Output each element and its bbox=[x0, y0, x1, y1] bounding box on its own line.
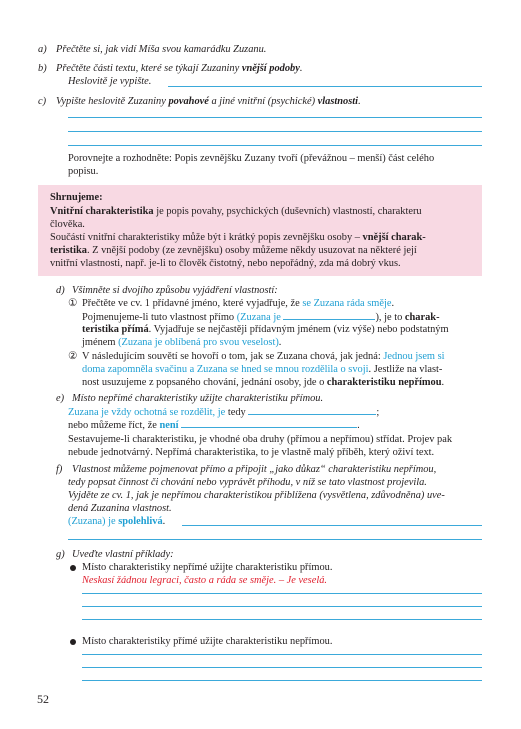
task-d-heading: Všimněte si dvojího způsobu vyjádření vlastností: bbox=[72, 285, 278, 296]
summary-text: Součástí vnitřní charakteristiky může být i krátký popis zevnějšku osoby – bbox=[50, 232, 363, 243]
task-e-letter: e) bbox=[56, 393, 65, 404]
point-text: . bbox=[391, 298, 395, 309]
point-2-line-2 bbox=[82, 363, 442, 376]
task-g-bullet-1: Místo charakteristiky nepřímé užijte charakteristiku přímou. bbox=[82, 562, 333, 573]
task-g-example: Neskasí žádnou legraci, často a ráda se směje. – Je veselá. bbox=[82, 575, 327, 586]
task-b-line2: Heslovitě je vypište. bbox=[68, 76, 152, 87]
fill-in-blank[interactable] bbox=[283, 310, 375, 320]
task-f-line-2: tedy popsat činnost či chování nebo vyprávět příhodu, v níž se tato vlastnost projevila. bbox=[68, 477, 427, 488]
point-1-line-1 bbox=[82, 297, 394, 310]
example-keyword: spolehlivá bbox=[118, 516, 163, 527]
point-1-line-3 bbox=[82, 323, 449, 336]
task-c-compare-1: Porovnejte a rozhodněte: Popis zevnějšku Zuzany tvoří (převážnou – menší) část celého bbox=[68, 153, 435, 164]
task-a-text: Přečtěte si, jak vidí Míša svou kamarádku Zuzanu. bbox=[56, 44, 267, 55]
answer-line[interactable] bbox=[82, 667, 482, 668]
summary-line-3 bbox=[50, 231, 426, 244]
task-c-period: . bbox=[358, 96, 361, 107]
example-text: (Zuzana) je bbox=[68, 516, 119, 527]
task-c-text-mid: a jiné vnitřní (psychické) bbox=[208, 96, 318, 107]
task-c-text: Vypište heslovitě Zuzaniny bbox=[56, 96, 169, 107]
summary-term: teristika bbox=[50, 245, 87, 256]
task-g-letter: g) bbox=[56, 549, 65, 560]
task-f-line-4: dená Zuzanina vlastnost. bbox=[68, 503, 172, 514]
example-text: není bbox=[159, 420, 179, 431]
answer-line[interactable] bbox=[82, 619, 482, 620]
point-text: jménem bbox=[82, 337, 119, 348]
task-a-letter: a) bbox=[38, 44, 47, 55]
point-text: tedy bbox=[225, 407, 246, 418]
task-e-line-1 bbox=[68, 405, 379, 419]
example-text: Jednou jsem si bbox=[383, 351, 445, 362]
answer-line[interactable] bbox=[82, 606, 482, 607]
summary-term: Vnitřní charakteristika bbox=[50, 206, 154, 217]
fill-in-blank[interactable] bbox=[248, 405, 376, 415]
task-b-letter: b) bbox=[38, 63, 47, 74]
task-f-line-5 bbox=[68, 515, 165, 528]
summary-text: je popis povahy, psychických (duševních) vlastností, charakteru bbox=[153, 206, 422, 217]
task-e-line-2 bbox=[68, 418, 360, 432]
task-f-letter: f) bbox=[56, 464, 63, 475]
answer-line[interactable] bbox=[68, 131, 482, 132]
summary-line-5: vnitřní vlastnosti, např. je-li to člověk čistotný, nebo nepořádný, zda má dobrý vkus. bbox=[50, 258, 401, 269]
point-text: Přečtěte ve cv. 1 přídavné jméno, které vyjadřuje, že bbox=[82, 298, 303, 309]
task-b-period: . bbox=[299, 63, 303, 74]
example-text: Zuzana je vždy ochotná se rozdělit, je bbox=[68, 407, 226, 418]
term-bold: charakteristiku nepřímou bbox=[326, 377, 442, 388]
summary-text: . Z vnější podoby (ze zevnějšku) osoby můžeme někdy usuzovat na některé její bbox=[86, 245, 417, 256]
task-e-line-3: Sestavujeme-li charakteristiku, je vhodné oba druhy (přímou a nepřímou) střídat. Projev pak bbox=[68, 434, 453, 445]
answer-line[interactable] bbox=[82, 654, 482, 655]
task-d-letter: d) bbox=[56, 285, 65, 296]
point-text: . Vyjadřuje se nejčastěji přídavným jménem (viz výše) nebo podstatným bbox=[148, 324, 449, 335]
term-bold: teristika přímá bbox=[82, 324, 149, 335]
point-text: . bbox=[357, 420, 360, 431]
task-g-bullet-2: Místo charakteristiky přímé užijte charakteristiku nepřímou. bbox=[82, 636, 333, 647]
point-1-marker: ① bbox=[68, 298, 78, 309]
point-2-line-3 bbox=[82, 376, 444, 389]
point-text: Pojmenujeme-li tuto vlastnost přímo bbox=[82, 312, 237, 323]
point-2-marker: ② bbox=[68, 351, 78, 362]
bullet-icon bbox=[70, 639, 76, 645]
point-text: . bbox=[162, 516, 166, 527]
task-g-heading: Uveďte vlastní příklady: bbox=[72, 549, 174, 560]
task-e-heading: Místo nepřímé charakteristiky užijte charakteristiku přímou. bbox=[72, 393, 324, 404]
task-e-line-4: nebude jednotvárný. Nepřímá charakteristika, to je vlastně malý příběh, který oživí text. bbox=[68, 447, 435, 458]
answer-line[interactable] bbox=[182, 525, 482, 526]
task-f-line-1: Vlastnost můžeme pojmenovat přímo a připojit „jako důkaz“ charakteristiku nepřímou, bbox=[72, 464, 437, 475]
point-text: . bbox=[441, 377, 445, 388]
summary-line-1 bbox=[50, 205, 422, 218]
term-bold: charak- bbox=[404, 312, 440, 323]
example-text: (Zuzana je oblíbená pro svou veselost) bbox=[118, 337, 279, 348]
point-text: V následujícím souvětí se hovoří o tom, jak se Zuzana chová, jak jedná: bbox=[82, 351, 384, 362]
page-number: 52 bbox=[37, 692, 49, 706]
task-c-keyword-2: vlastnosti bbox=[317, 96, 359, 107]
example-text: doma zapomněla svačinu a Zuzana se hned se mnou rozdělila o svoji bbox=[82, 364, 369, 375]
point-text: ), je to bbox=[375, 312, 405, 323]
answer-line[interactable] bbox=[68, 539, 482, 540]
task-c-keyword-1: povahové bbox=[168, 96, 209, 107]
summary-title: Shrnujeme: bbox=[50, 192, 103, 203]
point-text: nost usuzujeme z popsaného chování, jednání osoby, jde o bbox=[82, 377, 327, 388]
task-c-letter: c) bbox=[38, 96, 47, 107]
example-text: (Zuzana je bbox=[236, 312, 281, 323]
point-text: . bbox=[278, 337, 282, 348]
fill-in-blank[interactable] bbox=[181, 418, 357, 428]
summary-line-2: člověka. bbox=[50, 219, 85, 230]
point-text: nebo můžeme říct, že bbox=[68, 420, 160, 431]
task-b-keyword: vnější podoby bbox=[241, 63, 300, 74]
point-2-line-1 bbox=[82, 350, 445, 363]
task-f-line-3: Vyjděte ze cv. 1, jak je nepřímou charakteristikou přiblížena (vysvětlena, zdůvodněna) uve- bbox=[68, 490, 445, 501]
task-b-text: Přečtěte části textu, které se týkají Zuzaniny bbox=[56, 63, 242, 74]
task-b-line1 bbox=[56, 62, 302, 75]
summary-term: vnější charak- bbox=[362, 232, 426, 243]
answer-line[interactable] bbox=[68, 145, 482, 146]
example-text: se Zuzana ráda směje bbox=[302, 298, 392, 309]
task-c-line1 bbox=[56, 95, 361, 108]
answer-line[interactable] bbox=[82, 593, 482, 594]
answer-line[interactable] bbox=[168, 86, 482, 87]
bullet-icon bbox=[70, 565, 76, 571]
point-1-line-4 bbox=[82, 336, 281, 349]
point-text: . Jestliže na vlast- bbox=[368, 364, 443, 375]
answer-line[interactable] bbox=[82, 680, 482, 681]
answer-line[interactable] bbox=[68, 117, 482, 118]
summary-line-4 bbox=[50, 244, 417, 257]
point-1-line-2 bbox=[82, 310, 440, 324]
task-c-compare-2: popisu. bbox=[68, 166, 99, 177]
point-text: ; bbox=[376, 407, 380, 418]
